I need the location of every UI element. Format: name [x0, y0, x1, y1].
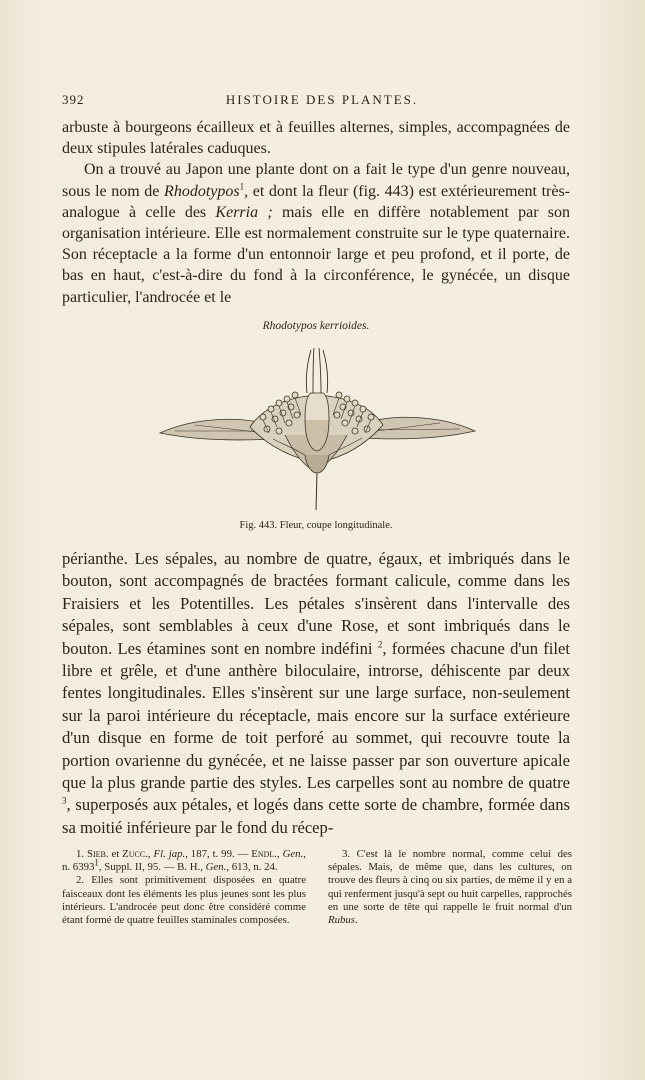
footnotes-left-column	[62, 848, 306, 927]
footnote-ref: 2	[377, 639, 383, 650]
figure-title: Rhodotypos kerrioides.	[262, 320, 370, 332]
footnote-1: 1. Sieb. et Zucc., Fl. jap., 187, t. 99. — Endl., Gen., n. 6393$^1$, Suppl. II, 95. — B. H., Gen., 613, n. 24.	[62, 848, 306, 874]
footnote-2: 2. Elles sont primitivement disposées en quatre faisceaux dont les éléments les plus jeunes sont les plus intérieurs. L'androcée peut donc être considéré comme étant formé de quatre feuilles staminales composées.	[62, 874, 306, 927]
page-number: 392	[62, 92, 85, 107]
text-block-bottom	[62, 548, 570, 839]
flower-illustration	[155, 345, 480, 515]
footnote-ref: 1	[239, 181, 245, 192]
paragraph-rhodotypos: On a trouvé au Japon une plante dont on a fait le type d'un genre nouveau, sous le nom de Rhodotypos$^1$, et dont la fleur (fig. 443) est extérieurement très-analogue à celle des Kerria ; mais elle en diffère notablement par son organisation intérieure. Elle est normalement construite sur le type quaternaire. Son réceptacle a la forme d'un entonnoir large et peu profond, et il porte, de bas en haut, c'est-à-dire du fond à la circonférence, le gynécée, un disque particulier, l'androcée et le	[62, 161, 571, 306]
genus-name: Kerria ;	[215, 203, 273, 221]
paragraph-perianthe: périanthe. Les sépales, au nombre de quatre, égaux, et imbriqués dans le bouton, sont accompagnés de bractées formant calicule, comme dans les Fraisiers et les Potentilles. Les pétales s'insèrent dans l'intervalle des sépales, sont semblables à ceux d'une Rose, et sont imbriqués dans le bouton. Les étamines sont en nombre indéfini $^2$, formées chacune d'un filet libre et grêle, et d'une anthère biloculaire, introrse, déhiscente par deux fentes longitudinales. Elles s'insèrent sur une large surface, non-seulement sur la paroi intérieure du réceptacle, mais encore sur la surface extérieure d'un disque en forme de toit perforé au sommet, qui recouvre toute la portion ovarienne du gynécée, et ne laisse passer par son ouverture apicale que la plus grande partie des styles. Les carpelles sont au nombre de quatre $^3$, superposés aux pétales, et logés dans cette sorte de chambre, formée dans sa moitié inférieure par le fond du récep-	[62, 549, 571, 837]
footnotes-right-column	[328, 848, 572, 927]
footnote-ref: 3	[62, 795, 67, 806]
text-block-top	[62, 117, 570, 308]
running-title: HISTOIRE DES PLANTES.	[225, 92, 419, 107]
running-header	[62, 92, 582, 110]
paragraph-continuation: arbuste à bourgeons écailleux et à feuilles alternes, simples, accompagnées de deux stipules latérales caduques.	[62, 119, 570, 158]
footnote-3: 3. C'est là le nombre normal, comme celui des sépales. Mais, de même que, dans les cultures, on trouve des fleurs à cinq ou six parties, de même il y en a qui renferment jusqu'à sept ou huit carpelles, rapprochés en une sorte de tête qui rappelle le fruit normal d'un Rubus.	[328, 848, 572, 927]
genus-name: Rhodotypos	[164, 182, 240, 200]
figure-caption: Fig. 443. Fleur, coupe longitudinale.	[239, 520, 393, 531]
